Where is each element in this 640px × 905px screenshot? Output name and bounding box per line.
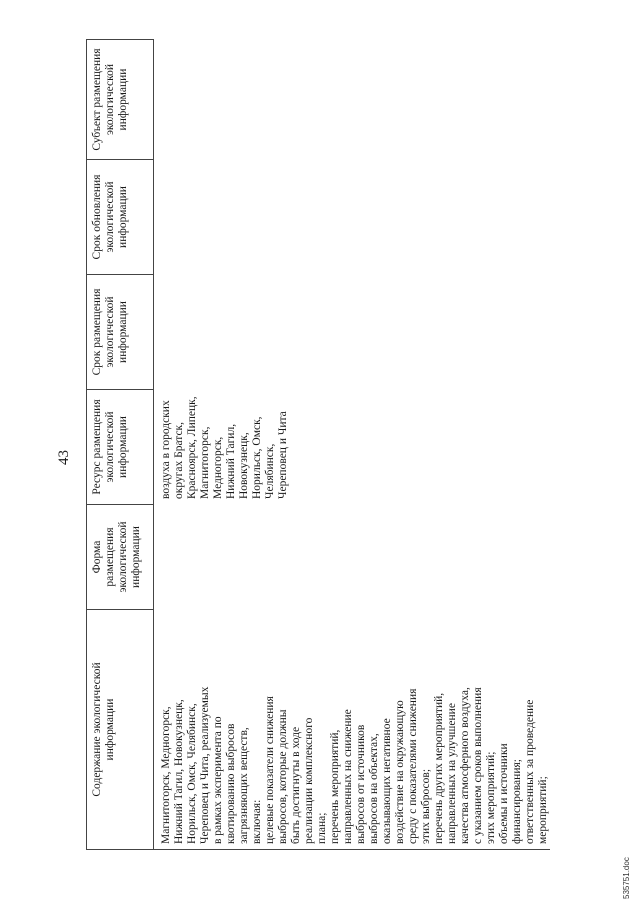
table-row: [154, 39, 550, 849]
page-number: 43: [56, 450, 72, 465]
cell-subject: [154, 39, 550, 159]
environmental-info-table: [86, 39, 550, 850]
cell-update-term: [154, 159, 550, 274]
document-file-code: 535751.doc: [622, 857, 631, 899]
cell-content: Магнитогорск, Медногорск, Нижний Тагил, Новокузнецк, Норильск, Омск, Челябинск, Череповец и Чита, реализуемых в рамках эксперимента по квотированию выбросов загрязняющих веществ, включая: целевые показатели снижения выбросов, которые должны быть достигнуты в ходе реализации комплексного плана; перечень мероприятий, направленных на снижение выбросов от источников выбросов на объектах, оказывающих негативное воздействие на окружающую среду с показателями снижения этих выбросов; перечень других мероприятий, направленных на улучшение качества атмосферного воздуха, с указанием сроков выполнения этих мероприятий; объемы и источники финансирования; ответственных за проведение мероприятий;: [160, 686, 549, 844]
header-subject: Субъект размещения экологической информации: [87, 39, 153, 159]
cell-form: [154, 504, 550, 609]
cell-placement-term: [154, 274, 550, 389]
cell-resource: воздуха в городских округах Братск, Красноярск, Липецк, Магнитогорск, Медногорск, Нижний Тагил, Новокузнецк, Норильск, Омск, Челябинск, Череповец и Чита: [160, 396, 289, 499]
header-update-term: Срок обновления экологической информации: [87, 159, 153, 274]
header-placement-term: Срок размещения экологической информации: [87, 274, 153, 389]
header-resource: Ресурс размещения экологической информации: [87, 389, 153, 504]
table-header-row: [87, 39, 154, 849]
header-content: Содержание экологической информации: [87, 609, 153, 849]
header-form: Форма размещения экологической информации: [87, 504, 153, 609]
